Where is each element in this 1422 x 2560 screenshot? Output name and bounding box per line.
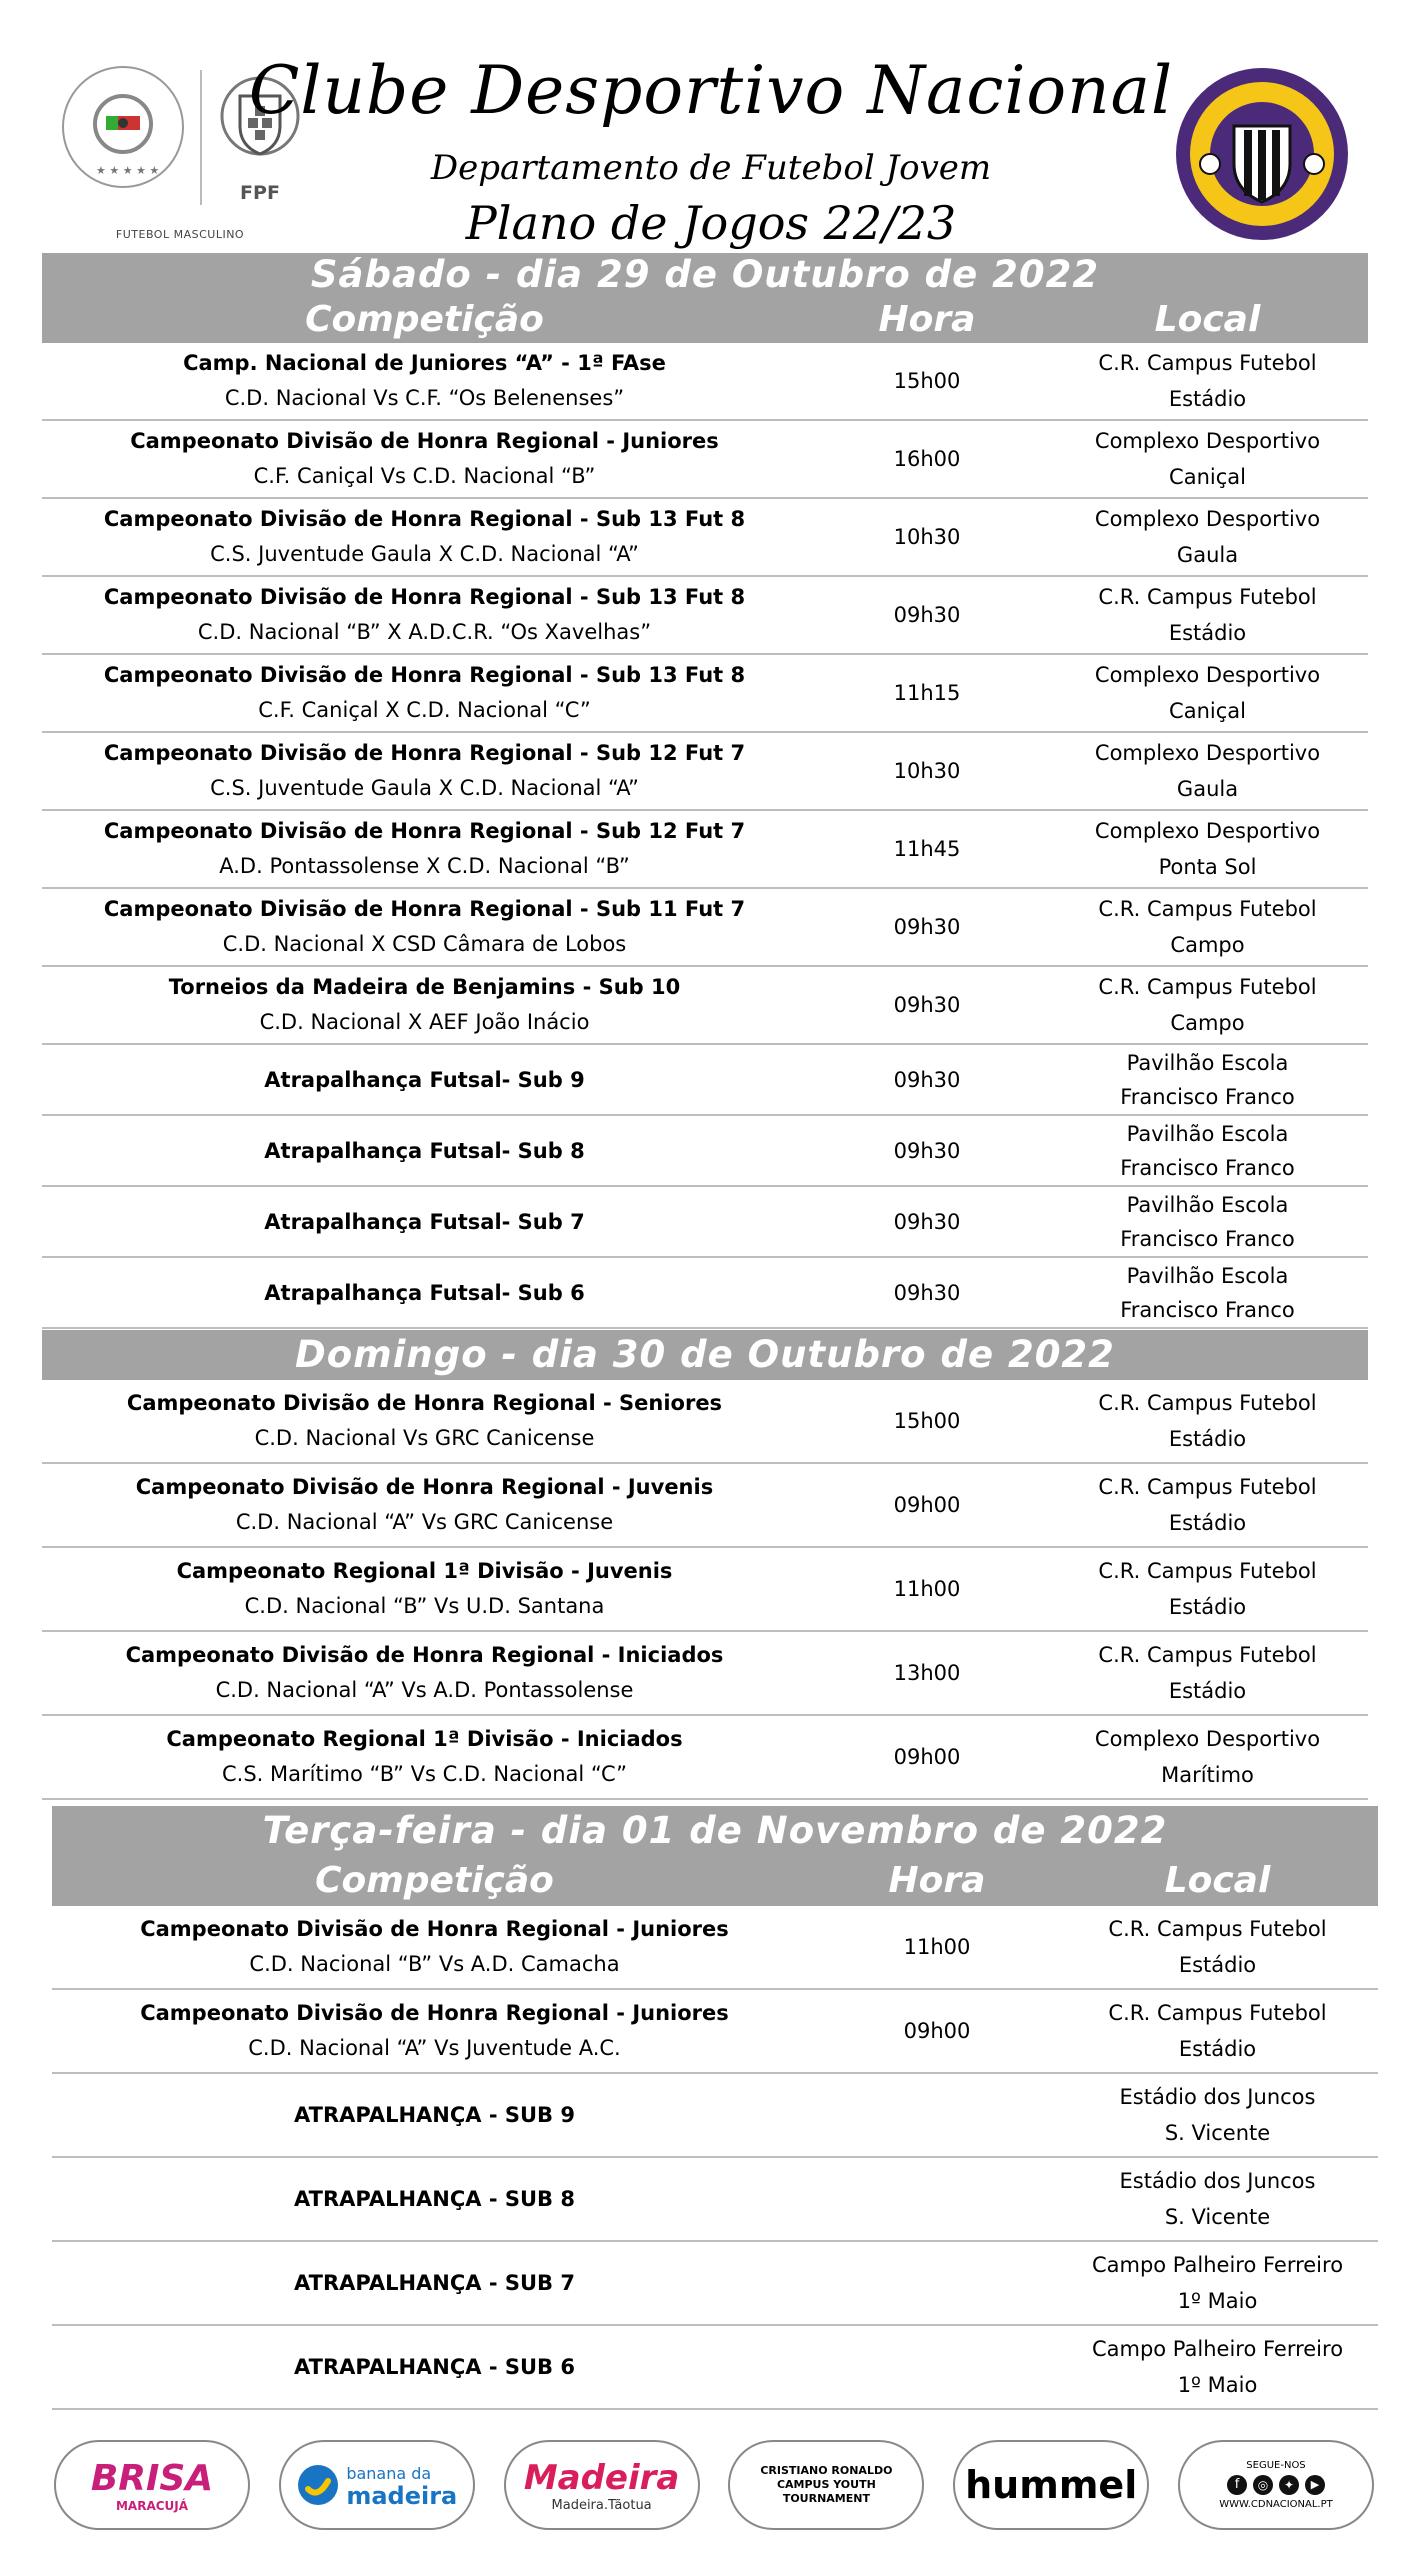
location-line1: C.R. Campus Futebol (1098, 1559, 1317, 1583)
location-line2: 1º Maio (1177, 2289, 1258, 2313)
table-row (42, 967, 1368, 1045)
location-line1: C.R. Campus Futebol (1098, 1643, 1317, 1667)
table-row (42, 1548, 1368, 1632)
hummel-logo-text: hummel (965, 2463, 1138, 2507)
match-teams: C.D. Nacional Vs GRC Canicense (254, 1426, 595, 1450)
brisa-subtext: MARACUJÁ (115, 2498, 189, 2513)
location-line1: Complexo Desportivo (1094, 663, 1321, 687)
location-line2: Gaula (1176, 777, 1239, 801)
location-line2: Campo (1170, 1011, 1245, 1035)
location-cell (1047, 345, 1368, 417)
column-header-hora: Hora (878, 299, 976, 340)
competition-cell (52, 2271, 817, 2295)
competition-name: Campeonato Divisão de Honra Regional - Sub 11 Fut 7 (103, 897, 746, 921)
competition-name: Campeonato Divisão de Honra Regional - Sub 13 Fut 8 (103, 507, 746, 531)
competition-cell (42, 580, 807, 650)
competition-cell (42, 814, 807, 884)
location-line2: Francisco Franco (1120, 1297, 1295, 1322)
location-cell (1057, 1911, 1378, 1983)
location-cell (1047, 813, 1368, 885)
location-cell (1047, 501, 1368, 573)
competition-name: ATRAPALHANÇA - SUB 6 (294, 2355, 575, 2379)
location-cell (1047, 735, 1368, 807)
schedule-section (52, 1806, 1378, 2410)
competition-cell (52, 1996, 817, 2066)
instagram-icon[interactable]: ◎ (1253, 2475, 1273, 2495)
location-line1: Pavilhão Escola (1126, 1263, 1289, 1288)
location-line2: Ponta Sol (1158, 855, 1257, 879)
facebook-icon[interactable]: f (1227, 2475, 1247, 2495)
location-cell (1047, 969, 1368, 1041)
location-cell (1047, 1046, 1368, 1114)
cr-campus-text: CRISTIANO RONALDO CAMPUS YOUTH TOURNAMENT (760, 2464, 893, 2505)
cert-caption: FUTEBOL MASCULINO (115, 228, 245, 241)
sponsor-cr-campus[interactable] (728, 2440, 924, 2530)
location-line1: Pavilhão Escola (1126, 1050, 1289, 1075)
time-cell: 11h45 (893, 837, 961, 861)
location-line2: S. Vicente (1164, 2121, 1271, 2145)
match-teams: C.S. Marítimo “B” Vs C.D. Nacional “C” (222, 1762, 627, 1786)
time-cell: 13h00 (893, 1661, 961, 1685)
competition-name: Atrapalhança Futsal- Sub 9 (264, 1067, 585, 1092)
table-row (42, 1632, 1368, 1716)
location-line1: Complexo Desportivo (1094, 507, 1321, 531)
time-cell: 09h30 (893, 1280, 961, 1305)
competition-name: Torneios da Madeira de Benjamins - Sub 10 (168, 975, 681, 999)
time-cell: 09h30 (893, 915, 961, 939)
location-line2: S. Vicente (1164, 2205, 1271, 2229)
location-line1: C.R. Campus Futebol (1098, 351, 1317, 375)
table-row (52, 2326, 1378, 2410)
fpf-label: FPF (240, 182, 280, 204)
location-cell (1057, 2247, 1378, 2319)
match-teams: C.F. Caniçal Vs C.D. Nacional “B” (253, 464, 596, 488)
table-row (42, 655, 1368, 733)
location-line1: Complexo Desportivo (1094, 741, 1321, 765)
location-line1: Complexo Desportivo (1094, 429, 1321, 453)
table-row (52, 2158, 1378, 2242)
match-teams: C.D. Nacional “A” Vs Juventude A.C. (248, 2036, 621, 2060)
match-teams: C.S. Juventude Gaula X C.D. Nacional “A” (210, 776, 639, 800)
plan-subtitle: Plano de Jogos 22/23 (465, 196, 957, 250)
location-line1: C.R. Campus Futebol (1108, 1917, 1327, 1941)
match-teams: C.D. Nacional Vs C.F. “Os Belenenses” (224, 386, 625, 410)
time-cell: 10h30 (893, 525, 961, 549)
location-line2: Francisco Franco (1120, 1155, 1295, 1180)
competition-cell (42, 1281, 807, 1305)
table-row (52, 1990, 1378, 2074)
competition-name: Campeonato Divisão de Honra Regional - Juniores (130, 429, 719, 453)
location-cell (1047, 423, 1368, 495)
competition-cell (42, 1139, 807, 1163)
time-cell: 09h30 (893, 603, 961, 627)
competition-name: Campeonato Divisão de Honra Regional - Sub 12 Fut 7 (103, 819, 746, 843)
location-cell (1047, 1637, 1368, 1709)
table-row (42, 1716, 1368, 1800)
location-line1: Complexo Desportivo (1094, 819, 1321, 843)
table-row (42, 1045, 1368, 1116)
competition-name: Campeonato Regional 1ª Divisão - Juvenis (176, 1559, 673, 1583)
location-line1: C.R. Campus Futebol (1098, 1391, 1317, 1415)
table-row (42, 1464, 1368, 1548)
location-cell (1047, 891, 1368, 963)
competition-cell (42, 1722, 807, 1792)
competition-cell (42, 424, 807, 494)
follow-label: SEGUE-NOS (1246, 2460, 1306, 2471)
competition-name: Campeonato Divisão de Honra Regional - Iniciados (125, 1643, 724, 1667)
competition-cell (42, 736, 807, 806)
schedule-section (42, 1330, 1368, 1800)
club-crest-icon (1172, 64, 1352, 244)
competition-cell (42, 892, 807, 962)
location-line2: Francisco Franco (1120, 1084, 1295, 1109)
location-cell (1047, 1188, 1368, 1256)
banana-logo-icon (296, 2463, 340, 2507)
match-teams: C.D. Nacional “B” Vs A.D. Camacha (249, 1952, 620, 1976)
location-cell (1047, 1385, 1368, 1457)
column-header-competicao: Competição (305, 299, 544, 340)
location-line2: Campo (1170, 933, 1245, 957)
madeira-logo-text: Madeira (523, 2457, 680, 2498)
table-row (42, 577, 1368, 655)
competition-name: ATRAPALHANÇA - SUB 8 (294, 2187, 575, 2211)
location-cell (1047, 1721, 1368, 1793)
section-title: Sábado - dia 29 de Outubro de 2022 (42, 253, 1368, 297)
location-cell (1047, 1117, 1368, 1185)
table-row (52, 2074, 1378, 2158)
sponsor-social[interactable] (1178, 2440, 1374, 2530)
match-teams: C.D. Nacional “A” Vs GRC Canicense (235, 1510, 614, 1534)
location-line1: Estádio dos Juncos (1119, 2169, 1316, 2193)
brisa-logo-text: BRISA (90, 2457, 214, 2499)
time-cell: 10h30 (893, 759, 961, 783)
table-row (42, 421, 1368, 499)
competition-name: Campeonato Divisão de Honra Regional - Seniores (126, 1391, 723, 1415)
location-line2: 1º Maio (1177, 2373, 1258, 2397)
table-row (52, 2242, 1378, 2326)
table-row (42, 1187, 1368, 1258)
schedule-section (42, 253, 1368, 1329)
svg-text:★ ★ ★ ★ ★: ★ ★ ★ ★ ★ (96, 164, 160, 177)
competition-name: Campeonato Divisão de Honra Regional - Sub 13 Fut 8 (103, 585, 746, 609)
column-header-hora: Hora (888, 1860, 986, 1901)
column-header-local: Local (1164, 1860, 1271, 1901)
sponsor-hummel[interactable] (953, 2440, 1149, 2530)
location-line2: Estádio (1168, 1595, 1247, 1619)
sponsor-brisa[interactable] (54, 2440, 250, 2530)
match-teams: C.D. Nacional “A” Vs A.D. Pontassolense (215, 1678, 634, 1702)
location-line2: Gaula (1176, 543, 1239, 567)
table-row (42, 499, 1368, 577)
department-subtitle: Departamento de Futebol Jovem (430, 148, 992, 188)
competition-cell (42, 658, 807, 728)
time-cell: 09h30 (893, 1138, 961, 1163)
location-cell (1057, 1995, 1378, 2067)
column-header-row (52, 1856, 1378, 1906)
time-cell: 09h00 (893, 1493, 961, 1517)
sponsor-banana-madeira[interactable] (279, 2440, 475, 2530)
competition-cell (42, 970, 807, 1040)
competition-name: ATRAPALHANÇA - SUB 7 (294, 2271, 575, 2295)
competition-name: ATRAPALHANÇA - SUB 9 (294, 2103, 575, 2127)
location-cell (1057, 2079, 1378, 2151)
twitter-icon[interactable]: ✦ (1279, 2475, 1299, 2495)
location-line2: Marítimo (1161, 1763, 1254, 1787)
location-line2: Estádio (1168, 621, 1247, 645)
time-cell: 16h00 (893, 447, 961, 471)
competition-name: Campeonato Regional 1ª Divisão - Iniciados (166, 1727, 683, 1751)
time-cell: 15h00 (893, 369, 961, 393)
competition-cell (42, 1386, 807, 1456)
section-title: Terça-feira - dia 01 de Novembro de 2022 (52, 1806, 1378, 1856)
location-cell (1057, 2163, 1378, 2235)
competition-cell (42, 1470, 807, 1540)
competition-name: Campeonato Divisão de Honra Regional - Juvenis (135, 1475, 714, 1499)
banana-top-text: banana da (346, 2464, 432, 2483)
location-line2: Estádio (1178, 2037, 1257, 2061)
location-line2: Francisco Franco (1120, 1226, 1295, 1251)
location-cell (1047, 579, 1368, 651)
sponsor-madeira[interactable] (504, 2440, 700, 2530)
table-row (42, 1380, 1368, 1464)
table-row (42, 889, 1368, 967)
column-header-competicao: Competição (315, 1860, 554, 1901)
competition-cell (42, 1068, 807, 1092)
competition-name: Atrapalhança Futsal- Sub 8 (264, 1138, 585, 1163)
competition-name: Campeonato Divisão de Honra Regional - Sub 13 Fut 8 (103, 663, 746, 687)
competition-cell (42, 1554, 807, 1624)
location-line2: Estádio (1178, 1953, 1257, 1977)
table-row (42, 733, 1368, 811)
competition-cell (52, 2103, 817, 2127)
time-cell: 09h00 (893, 1745, 961, 1769)
time-cell: 11h15 (893, 681, 961, 705)
competition-name: Campeonato Divisão de Honra Regional - Juniores (140, 1917, 729, 1941)
location-line2: Estádio (1168, 1511, 1247, 1535)
table-row (52, 1906, 1378, 1990)
website-label: WWW.CDNACIONAL.PT (1219, 2499, 1333, 2510)
competition-cell (42, 1638, 807, 1708)
location-line1: C.R. Campus Futebol (1098, 975, 1317, 999)
location-line1: C.R. Campus Futebol (1098, 897, 1317, 921)
madeira-subtext: Madeira.Tãotua (551, 2497, 652, 2513)
column-header-row (42, 297, 1368, 343)
location-line2: Caniçal (1169, 699, 1246, 723)
competition-cell (42, 1210, 807, 1234)
time-cell: 11h00 (893, 1577, 961, 1601)
match-teams: C.D. Nacional “B” X A.D.C.R. “Os Xavelhas” (197, 620, 652, 644)
page-title: Clube Desportivo Nacional (248, 52, 1174, 129)
table-row (42, 1116, 1368, 1187)
competition-name: Atrapalhança Futsal- Sub 7 (264, 1209, 585, 1234)
time-cell: 09h30 (893, 1067, 961, 1092)
location-line1: Complexo Desportivo (1094, 1727, 1321, 1751)
location-line1: Pavilhão Escola (1126, 1121, 1289, 1146)
time-cell: 11h00 (903, 1935, 971, 1959)
competition-name: Camp. Nacional de Juniores “A” - 1ª FAse (183, 351, 666, 375)
location-line1: Campo Palheiro Ferreiro (1091, 2253, 1344, 2277)
match-teams: C.S. Juventude Gaula X C.D. Nacional “A” (210, 542, 639, 566)
location-line2: Caniçal (1169, 465, 1246, 489)
table-row (42, 1258, 1368, 1329)
column-header-local: Local (1154, 299, 1261, 340)
location-cell (1047, 1553, 1368, 1625)
time-cell: 15h00 (893, 1409, 961, 1433)
match-teams: C.D. Nacional X AEF João Inácio (259, 1010, 590, 1034)
location-cell (1057, 2331, 1378, 2403)
match-teams: C.D. Nacional “B” Vs U.D. Santana (244, 1594, 605, 1618)
youtube-icon[interactable]: ▶ (1305, 2475, 1325, 2495)
location-cell (1047, 1469, 1368, 1541)
sponsors-bar (54, 2440, 1374, 2532)
competition-name: Atrapalhança Futsal- Sub 6 (264, 1280, 585, 1305)
competition-cell (52, 1912, 817, 1982)
competition-name: Campeonato Divisão de Honra Regional - Juniores (140, 2001, 729, 2025)
competition-cell (42, 502, 807, 572)
location-line2: Estádio (1168, 1427, 1247, 1451)
location-line1: Pavilhão Escola (1126, 1192, 1289, 1217)
location-line1: C.R. Campus Futebol (1108, 2001, 1327, 2025)
location-line2: Estádio (1168, 387, 1247, 411)
competition-name: Campeonato Divisão de Honra Regional - Sub 12 Fut 7 (103, 741, 746, 765)
time-cell: 09h30 (893, 1209, 961, 1234)
location-cell (1047, 657, 1368, 729)
competition-cell (52, 2355, 817, 2379)
table-row (42, 343, 1368, 421)
competition-cell (42, 346, 807, 416)
location-line2: Estádio (1168, 1679, 1247, 1703)
location-line1: C.R. Campus Futebol (1098, 585, 1317, 609)
time-cell: 09h30 (893, 993, 961, 1017)
banana-main-text: madeira (346, 2482, 458, 2510)
location-line1: Campo Palheiro Ferreiro (1091, 2337, 1344, 2361)
match-teams: A.D. Pontassolense X C.D. Nacional “B” (219, 854, 630, 878)
location-cell (1047, 1259, 1368, 1327)
time-cell: 09h00 (903, 2019, 971, 2043)
section-title: Domingo - dia 30 de Outubro de 2022 (42, 1330, 1368, 1380)
match-teams: C.D. Nacional X CSD Câmara de Lobos (222, 932, 627, 956)
location-line1: C.R. Campus Futebol (1098, 1475, 1317, 1499)
match-teams: C.F. Caniçal X C.D. Nacional “C” (258, 698, 591, 722)
table-row (42, 811, 1368, 889)
location-line1: Estádio dos Juncos (1119, 2085, 1316, 2109)
competition-cell (52, 2187, 817, 2211)
